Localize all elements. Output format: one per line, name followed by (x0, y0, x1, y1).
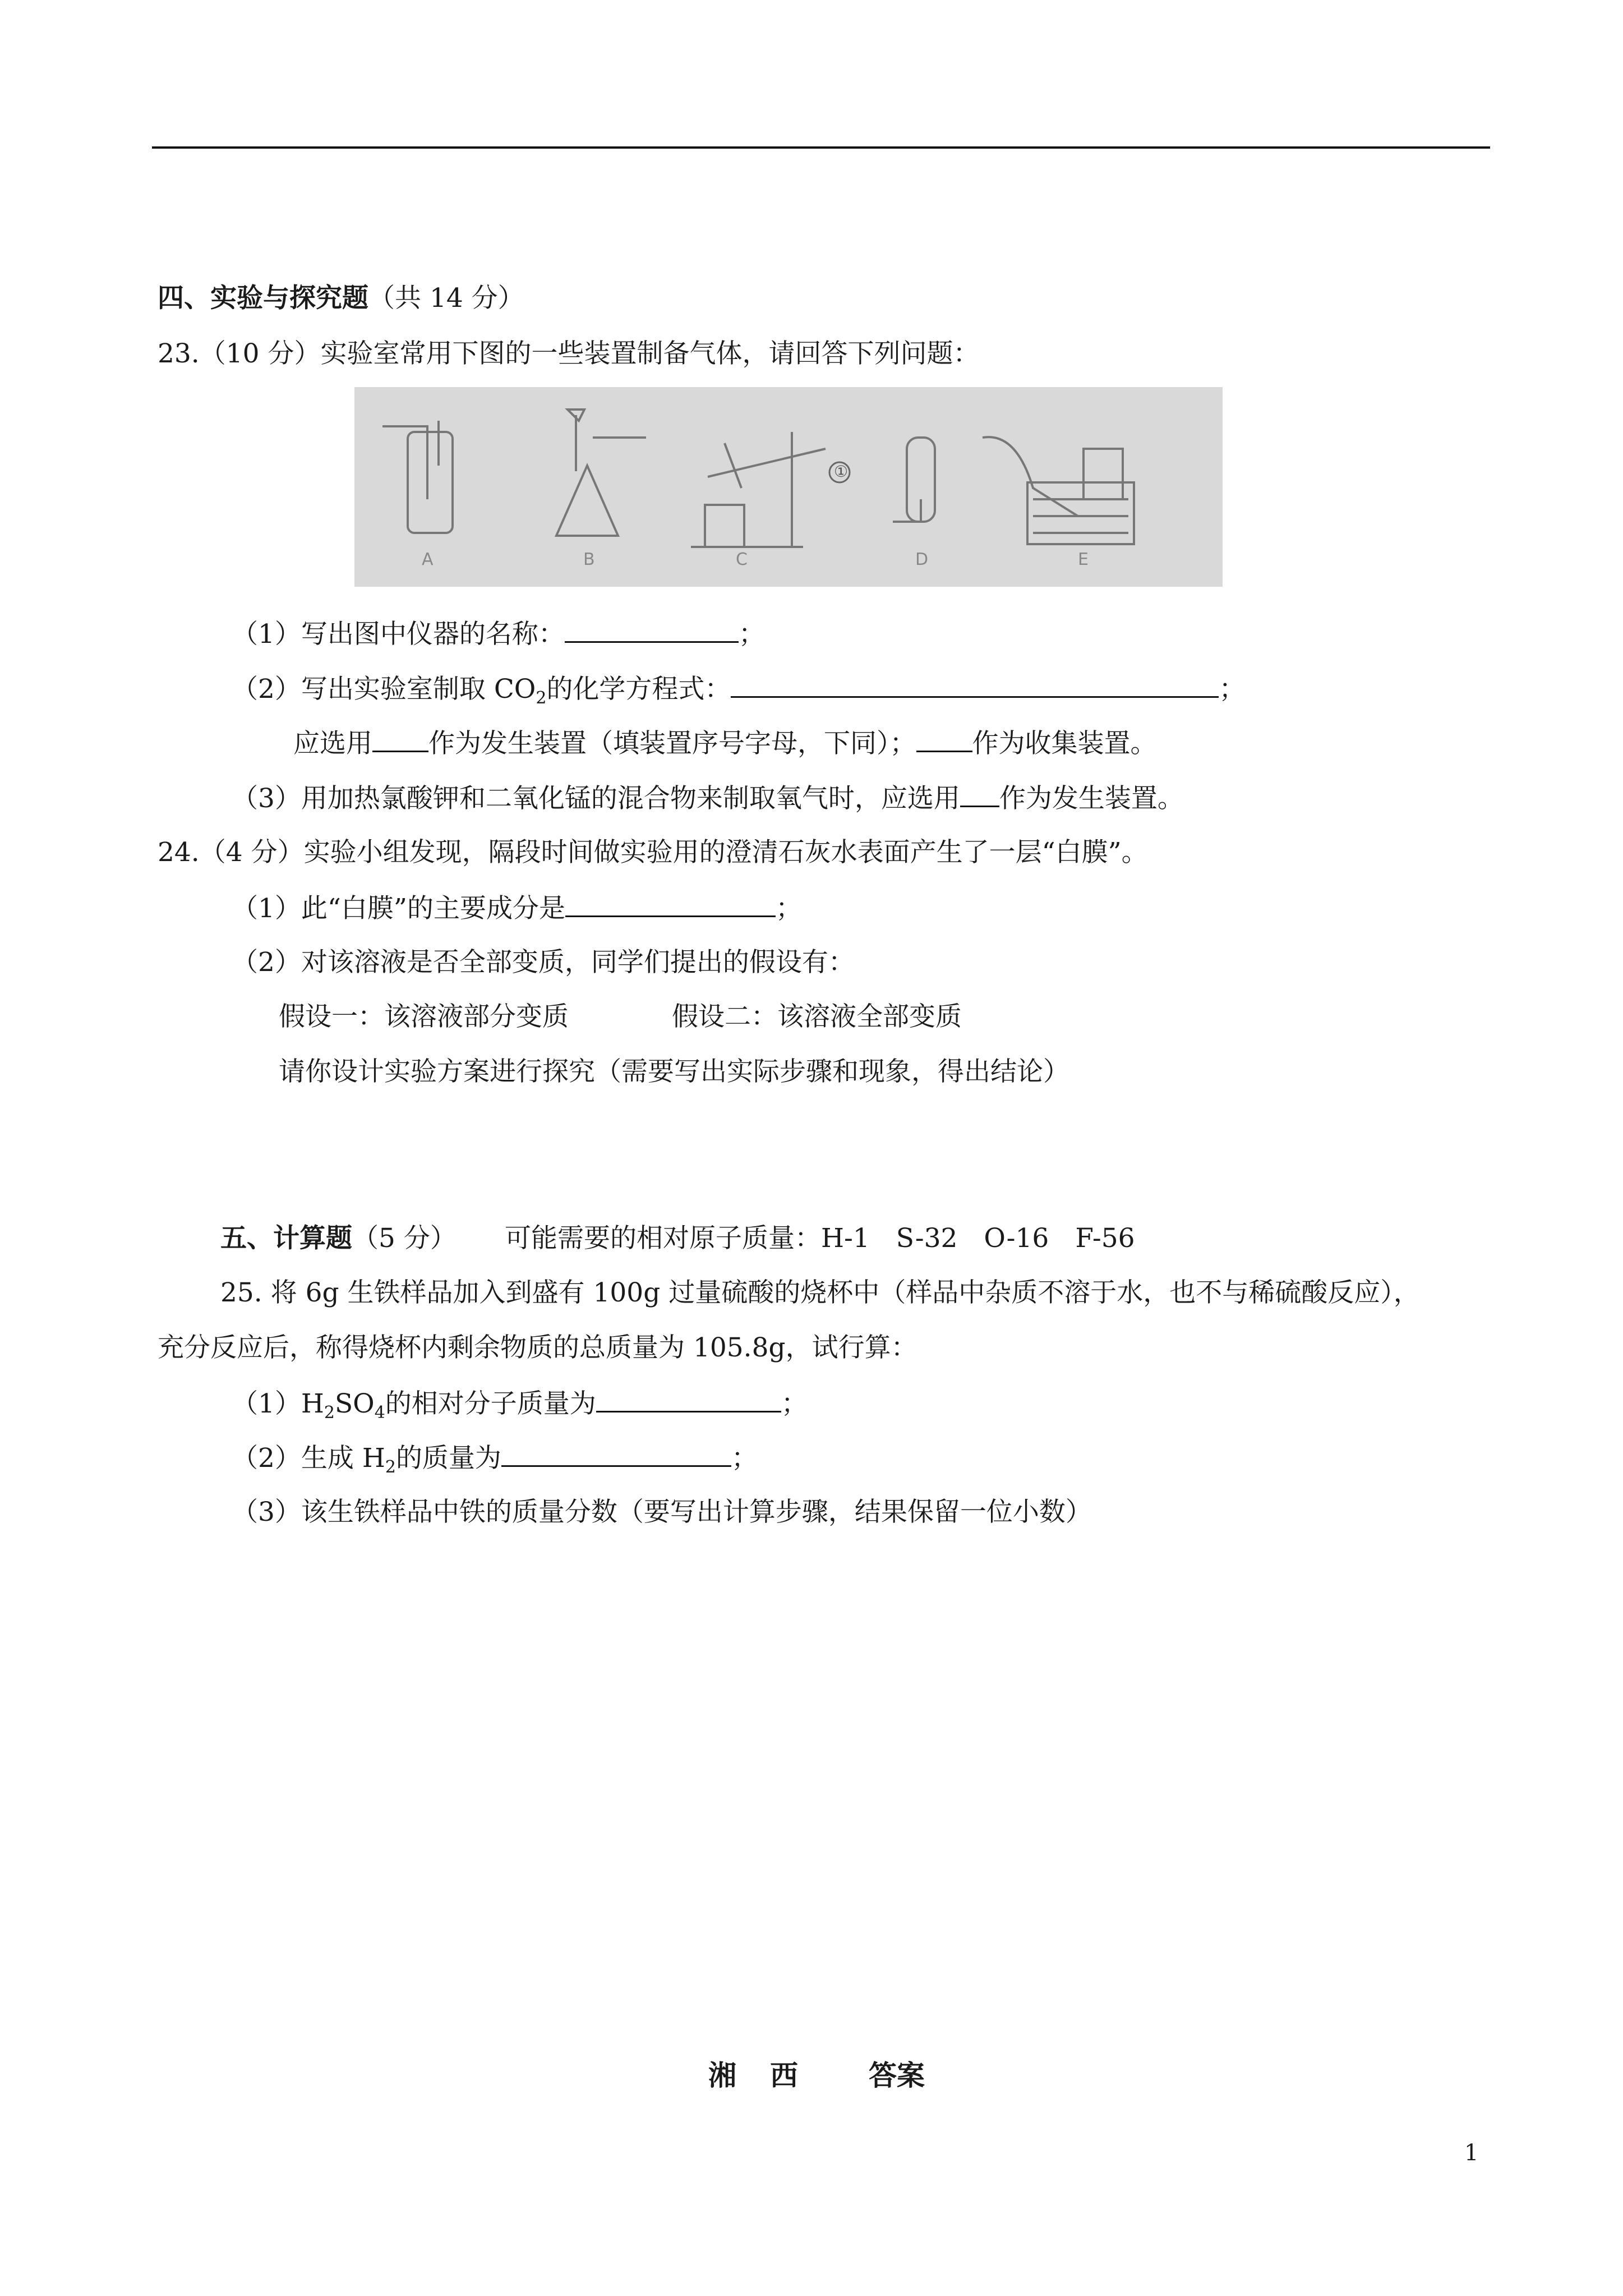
figure-label-e: E (1078, 550, 1089, 569)
q23-part2b-a: 应选用 (293, 728, 372, 759)
q25-part1 (232, 1386, 808, 1421)
q23-part3-a: （3）用加热氯酸钾和二氧化锰的混合物来制取氧气时，应选用 (232, 783, 960, 814)
q25-part1-sub1: 2 (324, 1403, 335, 1423)
page-number: 1 (1464, 2140, 1479, 2166)
q25-part2-blank[interactable] (501, 1441, 731, 1467)
apparatus-drawing (354, 387, 1223, 587)
q23-part3 (232, 781, 1184, 816)
q25-part2-b: 的质量为 (395, 1443, 501, 1474)
apparatus-figure (354, 387, 1223, 587)
q23-part2-text: （2）写出实验室制取 CO (232, 674, 536, 705)
section4-heading-line (158, 282, 524, 315)
answer-title-w1: 湘 (708, 2059, 736, 2092)
q25-part2-a: （2）生成 H (232, 1443, 385, 1474)
q24-part2: （2）对该溶液是否全部变质，同学们提出的假设有： (232, 947, 855, 978)
q24-part1-text: （1）此“白膜”的主要成分是 (232, 893, 565, 924)
q24-hypothesis-2: 假设二：该溶液全部变质 (672, 1001, 962, 1032)
section5-heading-line (220, 1222, 457, 1255)
q23-part3-blank[interactable] (960, 781, 999, 807)
q25-part2-sub: 2 (385, 1457, 396, 1477)
q23-equation-blank[interactable] (731, 671, 1219, 698)
q25-part1-c: 的相对分子质量为 (385, 1388, 596, 1419)
q25-part1-sub2: 4 (374, 1403, 385, 1423)
q23-part2 (232, 671, 1245, 706)
q25-part3: （3）该生铁样品中铁的质量分数（要写出计算步骤，结果保留一位小数） (232, 1497, 1092, 1527)
q23-generator-blank[interactable] (372, 726, 428, 752)
q23-part2-subscript: 2 (536, 688, 547, 708)
figure-label-c: C (736, 550, 748, 569)
figure-label-a: A (422, 550, 434, 569)
figure-marker: ① (834, 462, 849, 481)
q23-part1 (232, 616, 765, 651)
section5-masses: 可能需要的相对原子质量：H-1 S-32 O-16 F-56 (505, 1223, 1135, 1254)
q23-part2-mid: 的化学方程式： (546, 674, 731, 705)
section4-points: （共 14 分） (368, 283, 524, 314)
answer-title-w3: 答案 (869, 2059, 925, 2092)
q23-part1-text: （1）写出图中仪器的名称： (232, 619, 565, 650)
q23-part2b-c: 作为收集装置。 (972, 728, 1157, 759)
q25-part1-blank[interactable] (596, 1386, 781, 1412)
q23-collector-blank[interactable] (916, 726, 972, 752)
q23-part2b (293, 726, 1157, 761)
section5-heading: 五、计算题 (220, 1223, 352, 1254)
figure-label-b: B (583, 550, 595, 569)
q23-part3-b: 作为发生装置。 (999, 783, 1184, 814)
answer-title-w2: 西 (770, 2059, 798, 2092)
q23-stem: 23.（10 分）实验室常用下图的一些装置制备气体，请回答下列问题： (158, 338, 980, 369)
section5-points: （5 分） (352, 1223, 457, 1254)
q25-part2-suffix: ； (731, 1443, 758, 1474)
q25-line1: 25. 将 6g 生铁样品加入到盛有 100g 过量硫酸的烧杯中（样品中杂质不溶于水，也不与稀硫酸反应）， (220, 1277, 1420, 1308)
q23-part1-suffix: ； (738, 619, 765, 650)
figure-label-d: D (915, 550, 929, 569)
q24-part1 (232, 891, 802, 926)
q24-part1-suffix: ； (775, 893, 802, 924)
q24-design: 请你设计实验方案进行探究（需要写出实际步骤和现象，得出结论） (279, 1056, 1069, 1087)
q24-stem: 24.（4 分）实验小组发现，隔段时间做实验用的澄清石灰水表面产生了一层“白膜”。 (158, 837, 1148, 868)
q23-part2-suffix: ； (1219, 674, 1246, 705)
header-rule (152, 146, 1490, 149)
q23-part1-blank[interactable] (565, 616, 739, 643)
section4-heading: 四、实验与探究题 (158, 283, 368, 314)
q25-part1-suffix: ； (781, 1388, 808, 1419)
q25-part2 (232, 1441, 758, 1475)
q25-line2: 充分反应后，称得烧杯内剩余物质的总质量为 105.8g，试行算： (158, 1332, 917, 1363)
q25-part1-a: （1）H (232, 1388, 324, 1419)
q24-part1-blank[interactable] (565, 891, 776, 917)
q25-part1-b: SO (334, 1388, 375, 1419)
q24-hypothesis-1: 假设一：该溶液部分变质 (279, 1001, 569, 1032)
q23-part2b-b: 作为发生装置（填装置序号字母，下同）； (428, 728, 916, 759)
